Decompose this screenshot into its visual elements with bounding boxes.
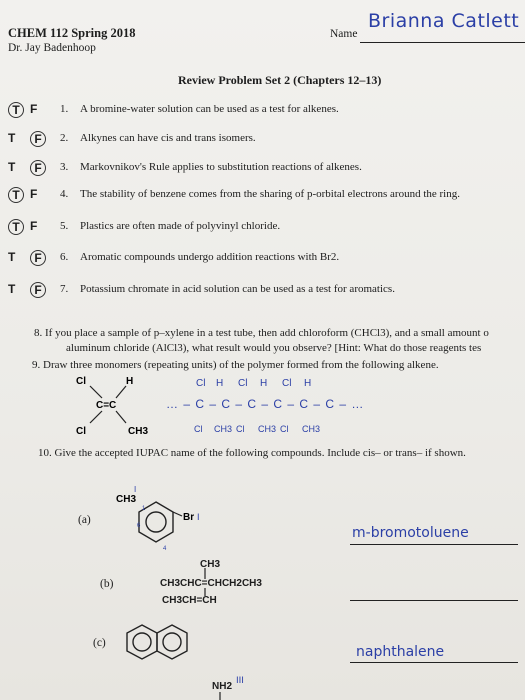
annot-top: I	[134, 485, 137, 494]
q10a-label: (a)	[78, 514, 91, 526]
true-option[interactable]: T	[8, 282, 16, 296]
name-label: Name	[330, 28, 358, 40]
polymer-top-sub: H	[216, 378, 224, 389]
polymer-bottom-sub: Cl	[280, 424, 289, 434]
polymer-bottom-sub: CH3	[258, 424, 277, 434]
alkene-sub-tl: Cl	[76, 376, 86, 387]
tf-question-row	[8, 102, 518, 120]
q10c-label: (c)	[93, 637, 106, 649]
true-option[interactable]: T	[8, 250, 16, 264]
true-option[interactable]: T	[8, 131, 16, 145]
ring-sub-ch3: CH3	[116, 494, 137, 505]
false-option[interactable]: F	[30, 160, 46, 176]
q8-line2: aluminum chloride (AlCl3), what result would you observe? [Hint: What do those reagents tes	[66, 342, 482, 354]
svg-text:1: 1	[142, 506, 146, 512]
alkene-sub-bl: Cl	[76, 426, 86, 437]
q10b-line3: CH3CH=CH	[162, 595, 217, 606]
svg-text:6: 6	[137, 523, 141, 529]
alkene-sub-br: CH3	[128, 426, 149, 437]
ring-sub-br: Br	[183, 512, 195, 523]
false-option[interactable]: F	[30, 187, 38, 201]
svg-text:4: 4	[163, 546, 167, 552]
q10d-nh2: NH2	[212, 681, 233, 692]
question-text: Markovnikov's Rule applies to substitution reactions of alkenes.	[80, 161, 362, 173]
question-number: 6.	[60, 251, 69, 263]
q10b-line2: CH3CHC=CHCH2CH3	[160, 578, 262, 589]
question-number: 5.	[60, 220, 69, 232]
q10a-answer: m-bromotoluene	[352, 525, 469, 541]
polymer-top-sub: Cl	[196, 378, 206, 389]
question-number: 7.	[60, 283, 69, 295]
polymer-bottom-sub: CH3	[302, 424, 321, 434]
alkene-double-bond: C=C	[96, 400, 117, 411]
polymer-bottom-sub: CH3	[214, 424, 233, 434]
question-number: 4.	[60, 188, 69, 200]
annot-right: I	[197, 512, 200, 522]
instructor-name: Dr. Jay Badenhoop	[8, 42, 96, 54]
polymer-bottom-sub: Cl	[194, 424, 203, 434]
q10d-annot: III	[236, 676, 244, 686]
question-text: Plastics are often made of polyvinyl chloride.	[80, 220, 281, 232]
question-text: Potassium chromate in acid solution can be used as a test for aromatics.	[80, 283, 395, 295]
q9-text: 9. Draw three monomers (repeating units) of the polymer formed from the following alkene.	[32, 359, 439, 371]
q10b-label: (b)	[100, 578, 114, 590]
true-option[interactable]: T	[8, 187, 24, 203]
polymer-drawing	[166, 372, 396, 442]
true-option[interactable]: T	[8, 219, 24, 235]
false-option[interactable]: F	[30, 250, 46, 266]
polymer-top-sub: H	[304, 378, 312, 389]
tf-question-row	[8, 187, 518, 205]
question-number: 3.	[60, 161, 69, 173]
true-option[interactable]: T	[8, 160, 16, 174]
false-option[interactable]: F	[30, 282, 46, 298]
question-text: Alkynes can have cis and trans isomers.	[80, 132, 256, 144]
question-number: 2.	[60, 132, 69, 144]
tf-question-row	[8, 219, 518, 237]
tf-question-row	[8, 250, 518, 268]
question-text: The stability of benzene comes from the sharing of p-orbital electrons around the ring.	[80, 188, 460, 200]
alkene-structure	[70, 372, 160, 438]
false-option[interactable]: F	[30, 102, 38, 116]
question-text: Aromatic compounds undergo addition reactions with Br2.	[80, 251, 340, 263]
q8-line1: 8. If you place a sample of p–xylene in a test tube, then add chloroform (CHCl3), and a small amount o	[34, 327, 489, 339]
course-title: CHEM 112 Spring 2018	[8, 26, 136, 40]
m-bromotoluene-structure	[100, 480, 210, 555]
polymer-top-sub: Cl	[238, 378, 248, 389]
false-option[interactable]: F	[30, 131, 46, 147]
tf-question-row	[8, 282, 518, 300]
name-underline	[360, 42, 525, 43]
tf-question-row	[8, 131, 518, 149]
q10b-answer-line	[350, 600, 518, 601]
question-number: 1.	[60, 103, 69, 115]
question-text: A bromine-water solution can be used as a test for alkenes.	[80, 103, 339, 115]
q10b-line1: CH3	[200, 559, 221, 570]
polymer-bottom-sub: Cl	[236, 424, 245, 434]
q10c-answer-line	[350, 662, 518, 663]
q10b-bonds	[195, 568, 215, 598]
polymer-top-sub: Cl	[282, 378, 292, 389]
alkene-sub-tr: H	[126, 376, 134, 387]
true-option[interactable]: T	[8, 102, 24, 118]
polymer-chain: … – C – C – C – C – C – C – …	[166, 397, 365, 411]
false-option[interactable]: F	[30, 219, 38, 233]
q10-text: 10. Give the accepted IUPAC name of the following compounds. Include cis– or trans– if shown.	[38, 447, 466, 459]
q10d-bond	[216, 692, 226, 700]
q10c-answer: naphthalene	[356, 644, 445, 660]
naphthalene-structure	[124, 622, 194, 662]
problem-set-title: Review Problem Set 2 (Chapters 12–13)	[178, 73, 382, 87]
polymer-top-sub: H	[260, 378, 268, 389]
q10a-answer-line	[350, 544, 518, 545]
tf-question-row	[8, 160, 518, 178]
student-name: Brianna Catlett	[368, 10, 520, 32]
